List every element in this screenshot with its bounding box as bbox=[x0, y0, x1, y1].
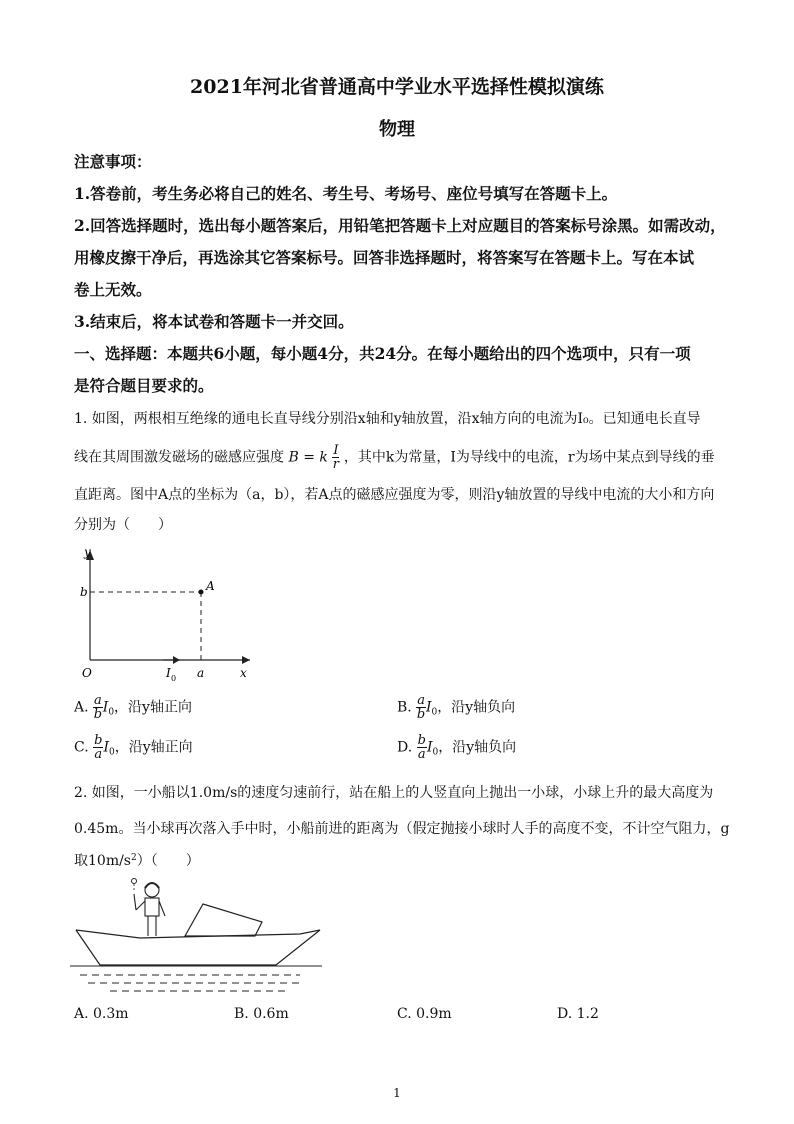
ball bbox=[132, 879, 137, 884]
point-a-label: A bbox=[206, 579, 215, 593]
option-subscript: 0 bbox=[108, 747, 115, 758]
option-text: ，沿y轴正向 bbox=[114, 739, 193, 756]
q1-line-2-pre: 线在其周围激发磁场的磁感应强度 bbox=[74, 449, 284, 466]
option-subscript: 0 bbox=[431, 707, 438, 718]
q2-option-b[interactable]: B. 0.6m bbox=[234, 1006, 289, 1022]
option-text: ，沿y轴负向 bbox=[437, 699, 516, 716]
q2-line-2: 0.45m。当小球再次落入手中时，小船前进的距离为（假定抛接小球时人手的高度不变，不计空气阻力，g bbox=[74, 821, 730, 837]
section-1-line-1: 一、选择题：本题共6小题，每小题4分，共24分。在每小题给出的四个选项中，只有一项 bbox=[74, 344, 691, 363]
option-letter: D. bbox=[397, 739, 413, 756]
exam-subject: 物理 bbox=[379, 119, 415, 140]
q2-boat-figure bbox=[70, 870, 330, 1000]
exam-title: 2021年河北省普通高中学业水平选择性模拟演练 bbox=[190, 76, 604, 98]
note-item-2-line-3: 卷上无效。 bbox=[74, 280, 152, 299]
option-subscript: 0 bbox=[108, 707, 115, 718]
current-arrow-icon bbox=[173, 656, 180, 664]
option-current: I bbox=[103, 739, 109, 756]
boat-hull bbox=[76, 930, 320, 965]
option-numerator: b bbox=[417, 733, 426, 748]
option-numerator: b bbox=[94, 733, 103, 748]
boat-cabin bbox=[185, 904, 262, 936]
y-axis-label: y bbox=[84, 545, 91, 559]
q1-line-2 bbox=[74, 444, 715, 471]
option-letter: A. bbox=[74, 699, 89, 716]
section-1-line-2: 是符合题目要求的。 bbox=[74, 376, 214, 395]
option-letter: B. bbox=[397, 699, 412, 716]
current-label: I bbox=[166, 666, 171, 680]
option-current: I bbox=[425, 699, 432, 716]
q1-line-2-post: ，其中k为常量，I为导线中的电流，r为场中某点到导线的垂 bbox=[343, 449, 715, 466]
q1-formula-numerator: I bbox=[333, 443, 339, 458]
q1-coordinate-figure bbox=[70, 540, 260, 685]
q1-formula-denominator: r bbox=[332, 457, 339, 472]
notes-heading: 注意事项： bbox=[74, 152, 152, 171]
q1-line-4: 分别为（ ） bbox=[74, 517, 172, 533]
q1-option-d[interactable] bbox=[397, 734, 516, 761]
q2-line-3-post: ）（ ） bbox=[136, 853, 200, 869]
q2-line-3-pre: 取10m/s bbox=[74, 853, 131, 869]
option-denominator: b bbox=[93, 707, 103, 722]
option-subscript: 0 bbox=[432, 747, 439, 758]
a-label: a bbox=[197, 666, 205, 680]
note-item-3: 3.结束后，将本试卷和答题卡一并交回。 bbox=[74, 312, 354, 331]
origin-label: O bbox=[82, 666, 92, 680]
note-item-2-line-1: 2.回答选择题时，选出每小题答案后，用铅笔把答题卡上对应题目的答案标号涂黑。如需改动， bbox=[74, 216, 726, 235]
q1-formula-lhs: B = k bbox=[288, 449, 328, 466]
q2-line-3 bbox=[74, 850, 200, 870]
x-axis-arrow-icon bbox=[242, 656, 250, 664]
q2-option-c[interactable]: C. 0.9m bbox=[397, 1006, 452, 1022]
person-figure bbox=[134, 883, 165, 936]
option-numerator: a bbox=[94, 693, 102, 708]
option-numerator: a bbox=[417, 693, 425, 708]
option-denominator: a bbox=[417, 747, 426, 762]
q2-line-3-sup: 2 bbox=[131, 853, 137, 863]
q1-option-c[interactable] bbox=[74, 734, 193, 761]
option-letter: C. bbox=[74, 739, 89, 756]
note-item-1: 1.答卷前，考生务必将自己的姓名、考生号、考场号、座位号填写在答题卡上。 bbox=[74, 184, 618, 203]
x-axis-label: x bbox=[240, 666, 247, 680]
b-label: b bbox=[80, 585, 88, 599]
option-current: I bbox=[426, 739, 433, 756]
option-denominator: b bbox=[416, 707, 426, 722]
q2-line-1: 2. 如图，一小船以1.0m/s的速度匀速前行，站在船上的人竖直向上抛出一小球，小球上升的最大高度为 bbox=[74, 785, 714, 801]
q1-formula-fraction bbox=[332, 444, 339, 471]
current-subscript: 0 bbox=[171, 674, 177, 683]
note-item-2-line-2: 用橡皮擦干净后，再选涂其它答案标号。回答非选择题时，将答案写在答题卡上。写在本试 bbox=[74, 248, 695, 267]
q1-line-3: 直距离。图中A点的坐标为（a，b），若A点的磁感应强度为零，则沿y轴放置的导线中电流的大小和方向 bbox=[74, 487, 715, 503]
q2-option-d[interactable]: D. 1.2 bbox=[557, 1006, 599, 1022]
q1-line-1: 1. 如图，两根相互绝缘的通电长直导线分别沿x轴和y轴放置，沿x轴方向的电流为I₀。已知通电长直导 bbox=[74, 411, 701, 427]
q1-option-a[interactable] bbox=[74, 694, 192, 721]
q2-option-a[interactable]: A. 0.3m bbox=[74, 1006, 129, 1022]
q1-option-b[interactable] bbox=[397, 694, 515, 721]
point-a-marker bbox=[199, 590, 204, 595]
option-current: I bbox=[102, 699, 109, 716]
option-denominator: a bbox=[94, 747, 103, 762]
option-text: ，沿y轴正向 bbox=[114, 699, 192, 716]
page-number: 1 bbox=[393, 1086, 401, 1100]
option-text: ，沿y轴负向 bbox=[438, 739, 517, 756]
